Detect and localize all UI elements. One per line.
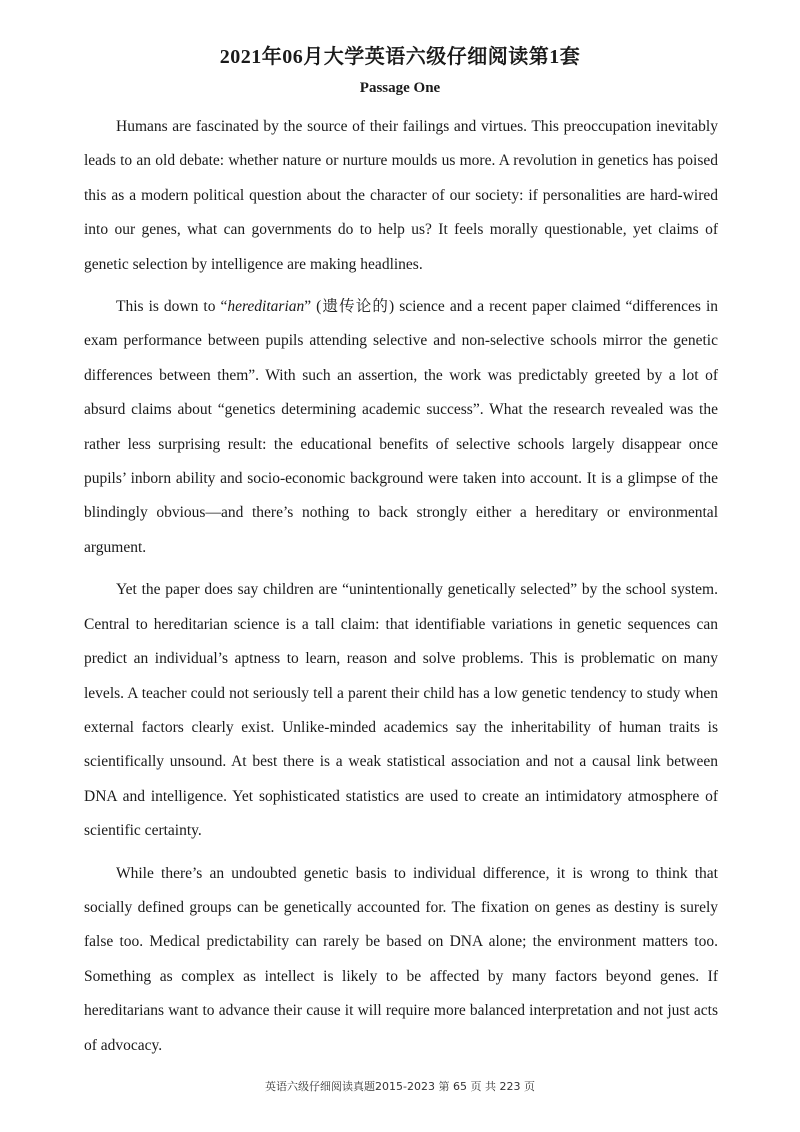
page-footer: 英语六级仔细阅读真题2015-2023 第 65 页 共 223 页 xyxy=(265,1080,535,1093)
page-title: 2021年06月大学英语六级仔细阅读第1套 xyxy=(219,46,581,68)
paragraph-1: Humans are fascinated by the source of their failings and virtues. This preoccupation inevitably leads to an old debate: whether nature or nurture moulds us more. A revolution in genetics has poised this as a modern political question about the character of our society: if personalities are hard-wired into our genes, what can governments do to help us? It feels morally questionable, yet claims of genetic selection by intelligence are making headlines. xyxy=(84,118,718,273)
passage-heading: Passage One xyxy=(359,80,441,96)
paragraph-4: While there’s an undoubted genetic basis to individual difference, it is wrong to think that socially defined groups can be genetically accounted for. The fixation on genes as destiny is surely false too. Medical predictability can rarely be based on DNA alone; the environment matters too. Something as complex as intellect is likely to be affected by many factors beyond genes. If hereditarians want to advance their cause it will require more balanced interpretation and not just acts of advocacy. xyxy=(84,864,718,1054)
paragraph-2-rest: ” (遗传论的) science and a recent paper claimed “differences in exam performance between pupils attending selective and non-selective schools mirror the genetic differences between them”. With such an assertion, the work was predictably greeted by a lot of absurd claims about “genetics determining academic success”. What the research revealed was the rather less surprising result: the educational benefits of selective schools largely disappear once pupils’ inborn ability and socio-economic background were taken into account. It is a glimpse of the blindingly obvious—and there’s nothing to back strongly either a hereditary or environmental argument. xyxy=(84,298,719,556)
hereditarian-term: hereditarian xyxy=(227,298,305,316)
paragraph-2-lead: This is down to “ xyxy=(116,298,228,316)
paragraph-2 xyxy=(84,290,718,565)
paragraph-3: Yet the paper does say children are “unintentionally genetically selected” by the school system. Central to hereditarian science is a tall claim: that identifiable variations in genetic sequences can predict an individual’s aptness to learn, reason and solve problems. This is problematic on many levels. A teacher could not seriously tell a parent their child has a low genetic tendency to study when external factors clearly exist. Unlike-minded academics say the inheritability of human traits is scientifically unsound. At best there is a weak statistical association and not a causal link between DNA and intelligence. Yet sophisticated statistics are used to create an intimidatory atmosphere of scientific certainty. xyxy=(84,581,718,840)
passage-body xyxy=(84,110,718,1071)
